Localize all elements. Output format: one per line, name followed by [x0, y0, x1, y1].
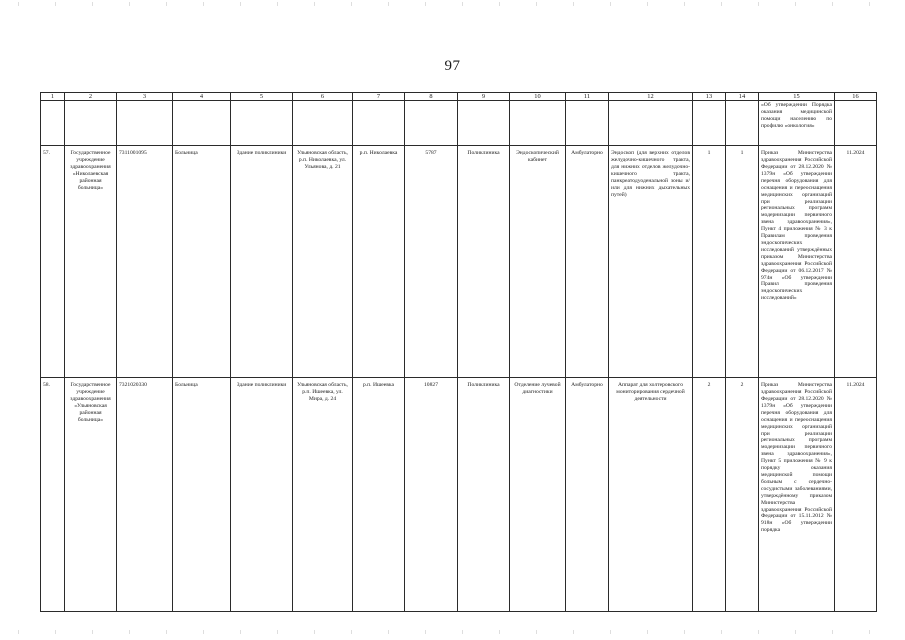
building: Здание поликлиники: [231, 146, 293, 378]
column-number: 3: [117, 93, 173, 101]
register-table: [40, 92, 877, 612]
row-number: 57.: [41, 146, 65, 378]
column-number: 12: [609, 93, 693, 101]
legal-basis: Приказ Министерства здравоохранения Российской Федерации от 28.12.2020 № 1379н «Об утверждении перечня оборудования для оснащения и переоснащения медицинских организаций при реализации региональных программ модернизации первичного звена здравоохранения», Пункт 4 приложения № 3 к Правилам проведения эндоскопических исследований утверждённых приказом Министерства здравоохранения Российской Федерации от 06.12.2017 № 974н «Об утверждении Правил проведения эндоскопических исследований»: [759, 146, 835, 378]
deadline: 11.2024: [835, 378, 877, 612]
care-form: Амбулаторно: [566, 378, 609, 612]
column-number-row: [41, 93, 877, 101]
population: 10827: [405, 378, 458, 612]
column-number: 4: [173, 93, 231, 101]
column-number: 14: [726, 93, 759, 101]
column-number: 5: [231, 93, 293, 101]
facility-type: Больница: [173, 378, 231, 612]
care-form: Амбулаторно: [566, 146, 609, 378]
deadline: 11.2024: [835, 146, 877, 378]
column-number: 13: [693, 93, 726, 101]
column-number: 2: [65, 93, 117, 101]
continuation-row: [41, 101, 877, 146]
address: Ульяновская область, р.п. Ишеевка, ул. Мира, д. 24: [293, 378, 353, 612]
organization-name: Государственное учреждение здравоохранения «Ульяновская районная больница»: [65, 378, 117, 612]
quantity: 1: [726, 146, 759, 378]
table-row: [41, 146, 877, 378]
population: 5787: [405, 146, 458, 378]
column-number: 8: [405, 93, 458, 101]
facility-type: Больница: [173, 146, 231, 378]
column-number: 16: [835, 93, 877, 101]
address: Ульяновская область, р.п. Николаевка, ул. Ульянова, д. 21: [293, 146, 353, 378]
inn: 7321020330: [117, 378, 173, 612]
page-number: 97: [444, 58, 461, 74]
scan-artifact-top: [0, 2, 905, 6]
legal-basis: Приказ Министерства здравоохранения Российской Федерации от 28.12.2020 № 1379н «Об утверждении перечня оборудования для оснащения и переоснащения медицинских организаций при реализации региональных программ модернизации первичного звена здравоохранения», Пункт 5 приложения № 9 к порядку оказания медицинской помощи больным с сердечно-сосудистыми заболеваниями, утверждённому приказом Министерства здравоохранения Российской Федерации от 15.11.2012 № 918н «Об утверждении порядка: [759, 378, 835, 612]
quantity: 1: [693, 146, 726, 378]
column-number: 15: [759, 93, 835, 101]
locality: р.п. Ишеевка: [353, 378, 405, 612]
department: Эндоскопический кабинет: [510, 146, 566, 378]
quantity: 2: [693, 378, 726, 612]
equipment: Эндоскоп (для верхних отделов желудочно-кишечного тракта, для нижних отделов желудочно-кишечного тракта, панкреатодуоденальной зоны и/или для нижних дыхательных путей): [609, 146, 693, 378]
column-number: 7: [353, 93, 405, 101]
table-row: [41, 378, 877, 612]
column-number: 10: [510, 93, 566, 101]
unit: Поликлиника: [458, 146, 510, 378]
building: Здание поликлиники: [231, 378, 293, 612]
continuation-basis: «Об утверждении Порядка оказания медицинской помощи населению по профилю «онкология»: [759, 101, 835, 146]
department: Отделение лучевой диагностики: [510, 378, 566, 612]
quantity: 2: [726, 378, 759, 612]
locality: р.п. Николаевка: [353, 146, 405, 378]
organization-name: Государственное учреждение здравоохранения «Николаевская районная больница»: [65, 146, 117, 378]
column-number: 11: [566, 93, 609, 101]
unit: Поликлиника: [458, 378, 510, 612]
row-number: 58.: [41, 378, 65, 612]
column-number: 9: [458, 93, 510, 101]
equipment: Аппарат для холтеровского мониторирования сердечной деятельности: [609, 378, 693, 612]
column-number: 6: [293, 93, 353, 101]
inn: 7311001095: [117, 146, 173, 378]
scan-artifact-bottom: [0, 630, 905, 634]
column-number: 1: [41, 93, 65, 101]
